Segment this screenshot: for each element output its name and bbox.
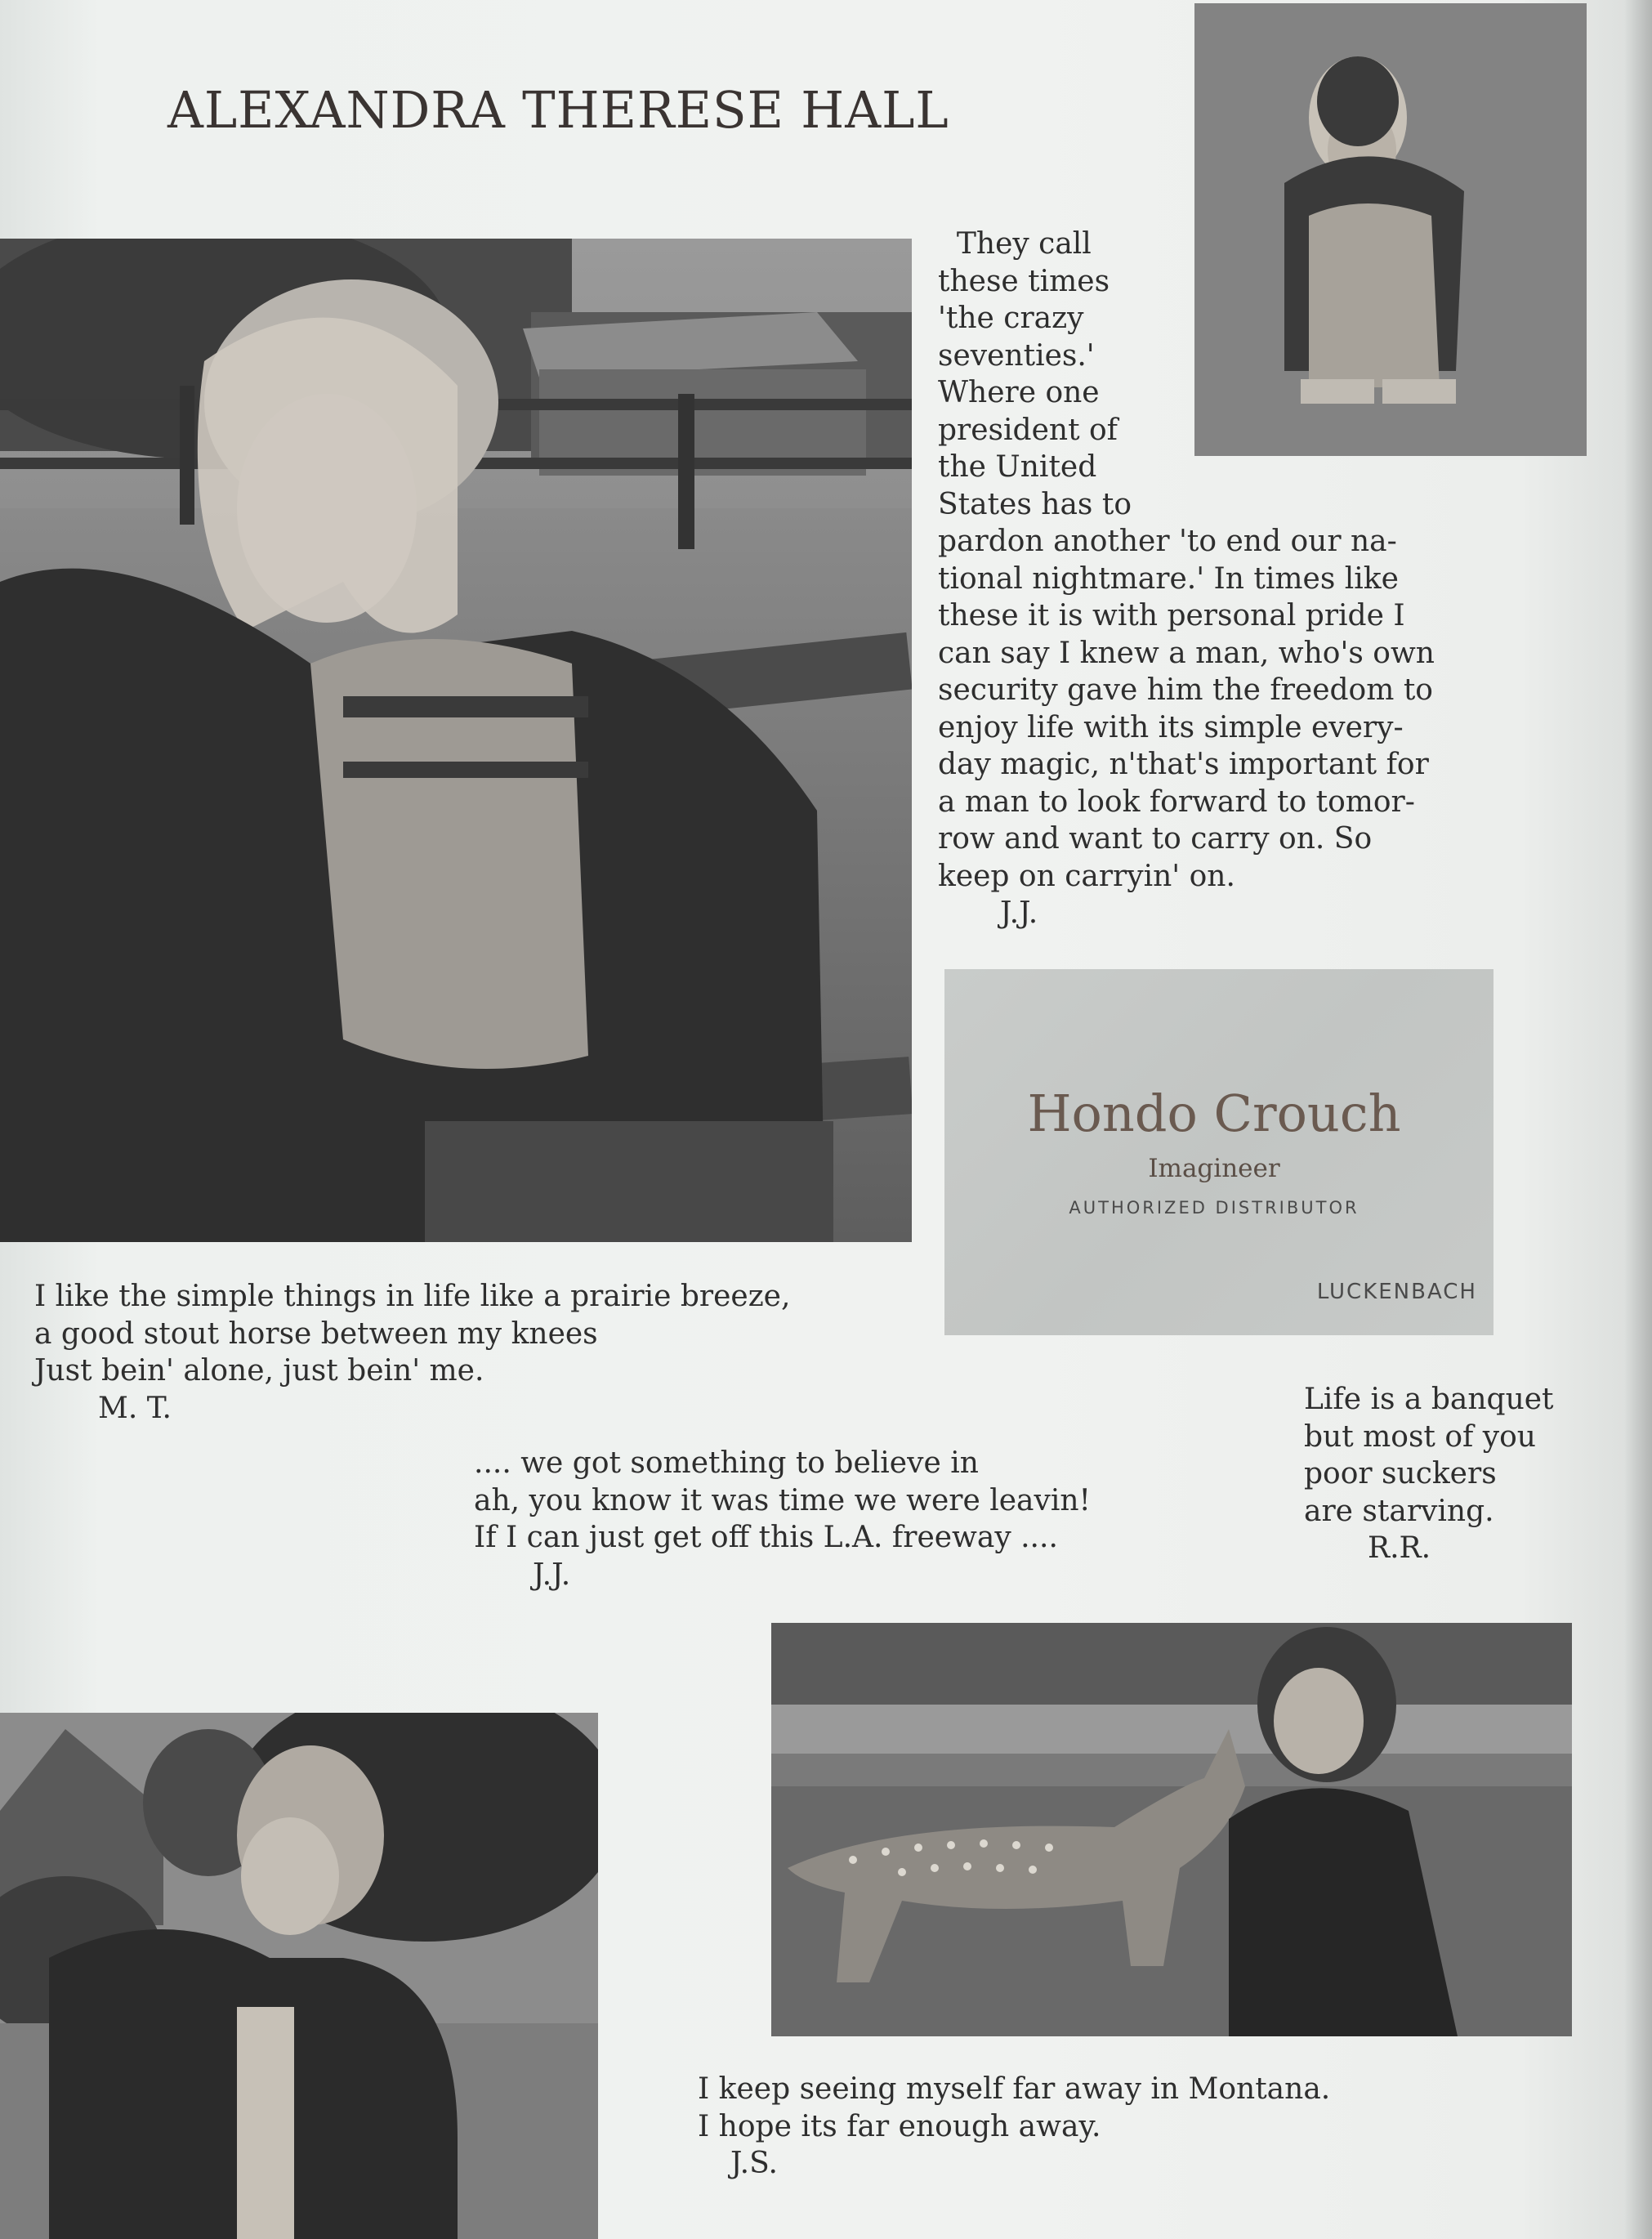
- quote-signature: R.R.: [1368, 1531, 1431, 1565]
- quote-line: can say I knew a man, who's own: [938, 636, 1435, 670]
- quote-signature: J.J.: [533, 1557, 571, 1592]
- quote-line: are starving.: [1304, 1494, 1494, 1528]
- quote-line: the United: [938, 450, 1097, 484]
- quote-line: but most of you: [1304, 1419, 1536, 1454]
- quote-line: .... we got something to believe in: [474, 1446, 979, 1480]
- quote-line: a man to look forward to tomor-: [938, 784, 1415, 819]
- page-title: ALEXANDRA THERESE HALL: [167, 80, 949, 140]
- quote-signature: M. T.: [98, 1391, 172, 1425]
- quote-line: tional nightmare.' In times like: [938, 561, 1399, 596]
- quote-jj-seventies: [938, 226, 1435, 932]
- quote-line: ah, you know it was time we were leavin!: [474, 1483, 1092, 1517]
- quote-line: Where one: [938, 376, 1100, 409]
- quote-line: poor suckers: [1304, 1457, 1497, 1490]
- quote-line: I like the simple things in life like a prairie breeze,: [34, 1280, 791, 1313]
- card-place: LUCKENBACH: [1316, 1280, 1477, 1304]
- fence-portrait-image: [0, 239, 912, 1242]
- quote-signature: J.S.: [730, 2147, 778, 2180]
- couple-hugging-image: [0, 1713, 598, 2239]
- page-spine-shadow: [1624, 0, 1652, 2239]
- quote-line: Just bein' alone, just bein' me.: [34, 1354, 484, 1388]
- quote-signature: J.J.: [1000, 896, 1038, 930]
- card-role: Imagineer: [1148, 1154, 1280, 1183]
- quote-line: States has to: [938, 487, 1132, 521]
- quote-line: They call: [938, 227, 1092, 261]
- quote-line: 'the crazy: [938, 302, 1084, 335]
- quote-line: I keep seeing myself far away in Montana.: [698, 2072, 1331, 2106]
- photo-couple-hugging: [0, 1713, 598, 2239]
- quote-line: Life is a banquet: [1304, 1383, 1554, 1416]
- quote-line: these it is with personal pride I: [938, 599, 1405, 632]
- quote-js-montana: [698, 2071, 1330, 2183]
- quote-mt-prairie: [34, 1278, 790, 1427]
- quote-line: enjoy life with its simple every-: [938, 710, 1404, 744]
- quote-line: pardon another 'to end our na-: [938, 525, 1397, 558]
- girl-with-fawn-image: [771, 1623, 1572, 2036]
- quote-jj-freeway: [474, 1445, 1091, 1593]
- quote-line: these times: [938, 264, 1110, 298]
- quote-line: row and want to carry on. So: [938, 822, 1373, 856]
- quote-line: president of: [938, 413, 1118, 447]
- quote-line: security gave him the freedom to: [938, 673, 1433, 707]
- photo-fence-portrait: [0, 239, 912, 1242]
- quote-rr-banquet: [1304, 1381, 1554, 1567]
- quote-line: a good stout horse between my knees: [34, 1316, 598, 1351]
- quote-line: seventies.': [938, 338, 1095, 373]
- card-authorized: AUTHORIZED DISTRIBUTOR: [1069, 1198, 1360, 1218]
- photo-girl-with-fawn: [771, 1623, 1572, 2036]
- quote-line: If I can just get off this L.A. freeway ....: [474, 1521, 1058, 1554]
- quote-line: I hope its far enough away.: [698, 2109, 1101, 2143]
- quote-line: day magic, n'that's important for: [938, 748, 1429, 781]
- card-name: Hondo Crouch: [1027, 1084, 1401, 1143]
- business-card: [944, 969, 1493, 1335]
- quote-line: keep on carryin' on.: [938, 859, 1235, 893]
